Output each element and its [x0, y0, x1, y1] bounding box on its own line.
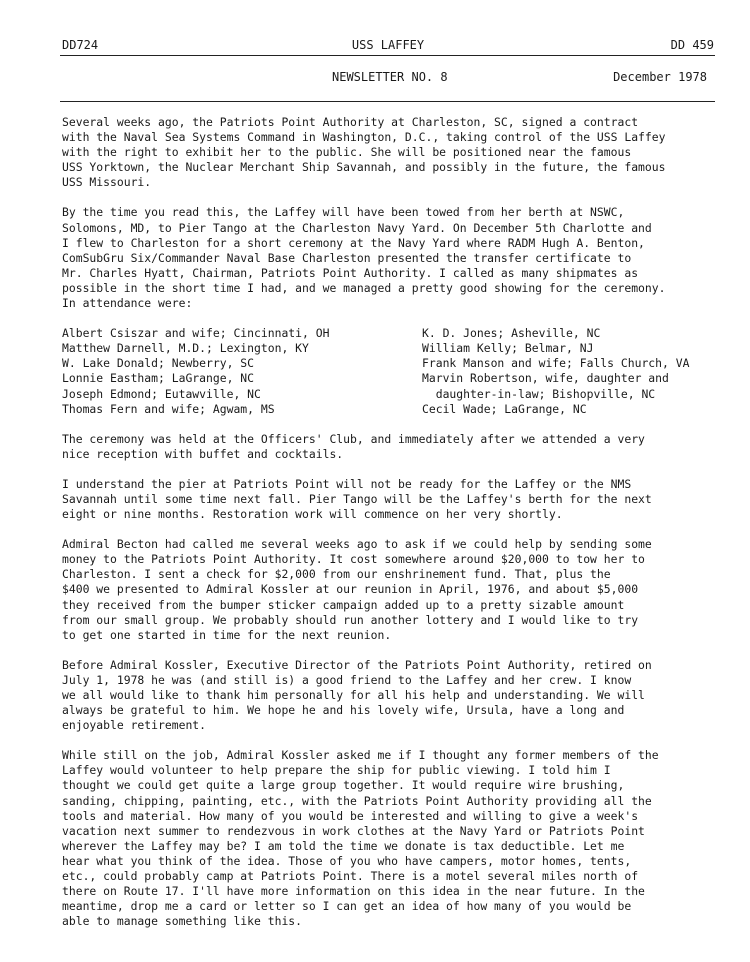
paragraph-contract: Several weeks ago, the Patriots Point Authority at Charleston, SC, signed a contract with the Naval Sea Systems Command in Washington, D.C., taking control of the USS Laffey with the right to exhibit her to the public. She will be positioned near the famous USS Yorktown, the Nuclear Merchant Ship Savannah, and possibly in the future, the famous USS Missouri. [62, 115, 666, 190]
attendee-list [62, 326, 722, 417]
newsletter-date: December 1978 [613, 70, 707, 84]
paragraph-volunteers: While still on the job, Admiral Kossler asked me if I thought any former members of the Laffey would volunteer to help prepare the ship for public viewing. I told him I thought we could get quite a large group together. It would require wire brushing, sanding, chipping, painting, etc., with the Patriots Point Authority providing all the tools and material. How many of you would be interested and willing to give a week's vacation next summer to rendezvous in work clothes at the Navy Yard or Patriots Point wherever the Laffey may be? I am told the time we donate is tax deductible. Let me hear what you think of the idea. Those of you who have campers, motor homes, tents, etc., could probably camp at Patriots Point. There is a motel several miles north of there on Route 17. I'll have more information on this idea in the near future. In the meantime, drop me a card or letter so I can get an idea of how many of you would be able to manage something like this. [62, 748, 659, 929]
paragraph-pier: I understand the pier at Patriots Point will not be ready for the Laffey or the NMS Savannah until some time next fall. Pier Tango will be the Laffey's berth for the next eight or nine months. Restoration work will commence on her very shortly. [62, 476, 652, 522]
header-designation: DD 459 [670, 38, 714, 52]
paragraph-reception: The ceremony was held at the Officers' Club, and immediately after we attended a very nice reception with buffet and cocktails. [62, 431, 645, 461]
header-ship-name: USS LAFFEY [351, 38, 425, 52]
header-rule [60, 55, 715, 56]
page-header [62, 38, 714, 54]
newsletter-body [62, 115, 722, 944]
newsletter-number: NEWSLETTER NO. 8 [332, 70, 448, 84]
header-hull-number: DD724 [62, 38, 99, 52]
attendee-column-right: K. D. Jones; Asheville, NC William Kelly; Belmar, NJ Frank Manson and wife; Falls Church, VA Marvin Robertson, wife, daughter and daughter-in-law; Bishopville, NC Cecil Wade; LaGrange, NC [422, 326, 690, 416]
subheader-rule [60, 101, 715, 102]
paragraph-funding: Admiral Becton had called me several weeks ago to ask if we could help by sending some money to the Patriots Point Authority. It cost somewhere around $20,000 to tow her to Charleston. I sent a check for $2,000 from our enshrinement fund. That, plus the $400 we presented to Admiral Kossler at our reunion in April, 1976, and about $5,000 they received from the bumper sticker campaign added up to a pretty sizable amount from our small group. We probably should run another lottery and I would like to try to get one started in time for the next reunion. [62, 537, 652, 642]
paragraph-ceremony-intro: By the time you read this, the Laffey will have been towed from her berth at NSWC, Solomons, MD, to Pier Tango at the Charleston Navy Yard. On December 5th Charlotte and I flew to Charleston for a short ceremony at the Navy Yard where RADM Hugh A. Benton, ComSubGru Six/Commander Naval Base Charleston presented the transfer certificate to Mr. Charles Hyatt, Chairman, Patriots Point Authority. I called as many shipmates as possible in the short time I had, and we managed a pretty good showing for the ceremony. In attendance were: [62, 205, 666, 311]
paragraph-kossler: Before Admiral Kossler, Executive Director of the Patriots Point Authority, retired on July 1, 1978 he was (and still is) a good friend to the Laffey and her crew. I know we all would like to thank him personally for all his help and understanding. We will always be grateful to him. We hope he and his lovely wife, Ursula, have a long and enjoyable retirement. [62, 657, 652, 733]
attendee-column-left: Albert Csiszar and wife; Cincinnati, OH Matthew Darnell, M.D.; Lexington, KY W. Lake Donald; Newberry, SC Lonnie Eastham; LaGrange, NC Joseph Edmond; Eutawville, NC Thomas Fern and wife; Agwam, MS [62, 326, 330, 416]
